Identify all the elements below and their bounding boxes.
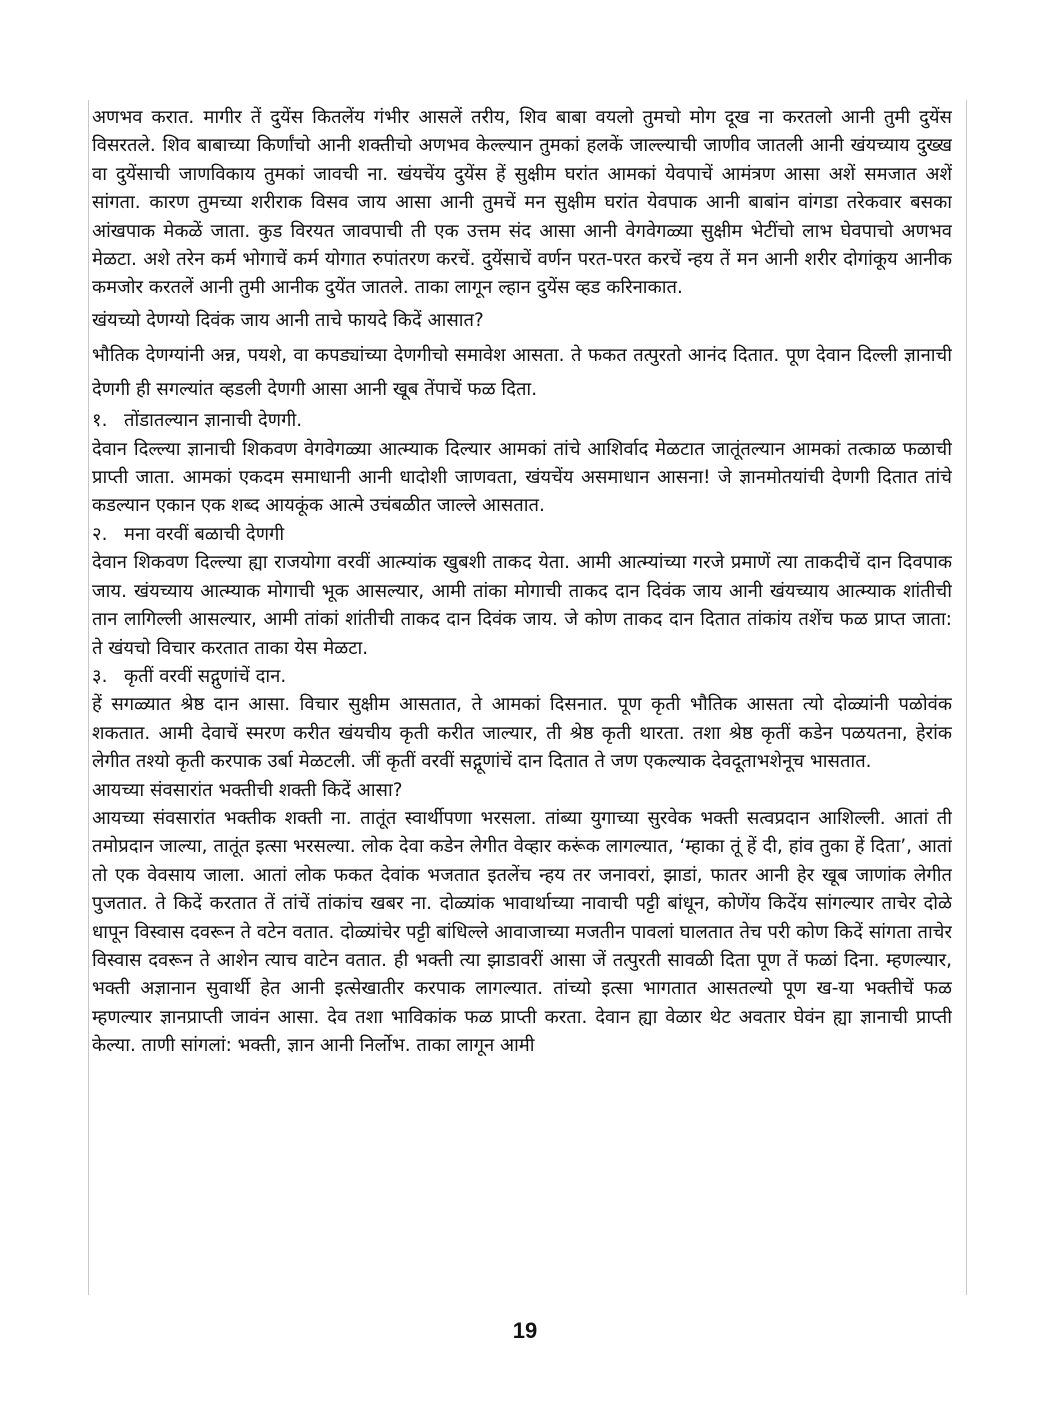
paragraph-knowledge-donation: देवान दिल्ल्या ज्ञानाची शिकवण वेगवेगळ्या आत्म्याक दिल्यार आमकां तांचे आशिर्वाद मेळटात जातूंतल्यान आमकां तत्काळ फळाची प्राप्ती जाता. आमकां एकदम समाधानी आनी धादोशी जाणवता, खंयचेंय असमाधान आसना! जे ज्ञानमोतयांची देणगी दितात तांचे कडल्यान एकान एक शब्द आयकूंक आत्मे उचंबळीत जाल्ले आसतात. [92,438,952,517]
page-frame-right [966,100,967,1295]
page-number: 19 [512,1318,538,1343]
paragraph-devotion: आयच्या संवसारांत भक्तीक शक्ती ना. तातूंत स्वार्थीपणा भरसला. तांब्या युगाच्या सुरवेक भक्ती सत्वप्रदान आशिल्ली. आतां ती तमोप्रदान जाल्या, तातूंत इत्सा भरसल्या. लोक देवा कडेन लेगीत वेव्हार करूंक लागल्यात, ‘म्हाका तूं हें दी, हांव तुका हें दिता’, आतां तो एक वेवसाय जाला. आतां लोक फकत देवांक भजतात इतलेंच न्हय तर जनावरां, झाडां, फातर आनी हेर खूब जाणांक लेगीत पुजतात. ते किदें करतात तें तांचें तांकांच खबर ना. दोळ्यांक भावार्थाच्या नावाची पट्टी बांधून, कोणेंय किदेंय सांगल्यार ताचेर दोळे धापून विस्वास दवरून ते वटेन वतात. दोळ्यांचेर पट्टी बांधिल्ले आवाजाच्या मजतीन पावलां घालतात तेच परी कोण किदें सांगता ताचेर विस्वास दवरून ते आशेन त्याच वाटेन वतात. ही भक्ती त्या झाडावरीं आसा जें तत्पुरती सावळी दिता पूण तें फळां दिना. म्हणल्यार, भक्ती अज्ञानान सुवार्थी हेत आनी इत्सेखातीर करपाक लागल्यात. तांच्यो इत्सा भागतात आसतल्यो पूण ख-या भक्तीचें फळ म्हणल्यार ज्ञानप्राप्ती जावंन आसा. देव तशा भाविकांक फळ प्राप्ती करता. देवान ह्या वेळार थेट अवतार घेवंन ह्या ज्ञानाची प्राप्ती केल्या. ताणी सांगलां: भक्ती, ज्ञान आनी निर्लोभ. ताका लागून आमी [92,807,952,1057]
paragraph-power-donation: देवान शिकवण दिल्ल्या ह्या राजयोगा वरवीं आत्म्यांक खुबशी ताकद येता. आमी आत्म्यांच्या गरजे प्रमाणें त्या ताकदीचें दान दिवपाक जाय. खंयच्याय आत्म्याक मोगाची भूक आसल्यार, आमी तांका मोगाची ताकद दान दिवंक जाय आनी खंयच्याय आत्म्याक शांतीची तान लागिल्ली आसल्यार, आमी तांकां शांतीची ताकद दान दिवंक जाय. जे कोण ताकद दान दितात तांकांय तशेंच फळ प्राप्त जाता: ते खंयचो विचार करतात ताका येस मेळटा. [92,552,952,659]
list-heading-3-text: कृतीं वरवीं सद्गुणांचें दान. [124,665,287,687]
page-body [92,104,952,1304]
list-heading-1-text: तोंडातल्यान ज्ञानाची देणगी. [124,410,303,432]
question-heading-devotion: आयच्या संवसारांत भक्तीची शक्ती किदें आसा? [92,779,403,801]
list-heading-2-text: मना वरवीं बळाची देणगी [124,523,285,545]
list-number-1: १. [92,410,108,432]
list-number-2: २. [92,523,108,545]
list-heading-1 [92,407,952,435]
page-frame-left [88,100,89,1295]
paragraph-material-donations: भौतिक देणग्यांनी अन्न, पयशे, वा कपड्यांच्या देणगीचो समावेश आसता. ते फकत तत्पुरतो आनंद दितात. पूण देवान दिल्ली ज्ञानाची देणगी ही सगल्यांत व्हडली देणगी आसा आनी खूब तेंपाचें फळ दिता. [92,345,952,401]
list-number-3: ३. [92,665,108,687]
list-heading-2 [92,521,952,549]
question-heading-donations: खंयच्यो देणग्यो दिवंक जाय आनी ताचे फायदे किदें आसात? [92,309,484,331]
paragraph-virtue-donation: हें सगळ्यात श्रेष्ठ दान आसा. विचार सुक्षीम आसतात, ते आमकां दिसनात. पूण कृती भौतिक आसता त्यो दोळ्यांनी पळोवंक शकतात. आमी देवाचें स्मरण करीत खंयचीय कृती करीत जाल्यार, ती श्रेष्ठ कृती थारता. तशा श्रेष्ठ कृतीं कडेन पळयतना, हेरांक लेगीत तश्यो कृती करपाक उर्बा मेळटली. जीं कृतीं वरवीं सद्गूणांचें दान दितात ते जण एकल्याक देवदूताभशेनूच भासतात. [92,694,952,773]
paragraph-intro: अणभव करात. मागीर तें दुयेंस कितलेंय गंभीर आसलें तरीय, शिव बाबा वयलो तुमचो मोग दूख ना करतलो आनी तुमी दुयेंस विसरतले. शिव बाबाच्या किर्णांचो आनी शक्तीचो अणभव केल्ल्यान तुमकां हलकें जाल्ल्याची जाणीव जातली आनी खंयच्याय दुख्ख वा दुयेंसाची जाणविकाय तुमकां जावची ना. खंयचेंय दुयेंस हें सुक्षीम घरांत आमकां येवपाचें आमंत्रण आसा अशें समजात अशें सांगता. कारण तुमच्या शरीराक विसव जाय आसा आनी तुमचें मन सुक्षीम घरांत येवपाक आनी बाबांन वांगडा तरेकवार बसका आंखपाक मेकळें जाता. कुड विरयत जावपाची ती एक उत्तम संद आसा आनी वेगवेगळ्या सुक्षीम भेटींचो लाभ घेवपाचो अणभव मेळटा. अशे तरेन कर्म भोगाचें कर्म योगात रुपांतरण करचें. दुयेंसाचें वर्णन परत-परत करचें न्हय तें मन आनी शरीर दोगांकूय आनीक कमजोर करतलें आनी तुमी आनीक दुयेंत जातले. ताका लागून ल्हान दुयेंस व्हड करिनाकात. [92,107,952,299]
list-heading-3 [92,663,952,691]
